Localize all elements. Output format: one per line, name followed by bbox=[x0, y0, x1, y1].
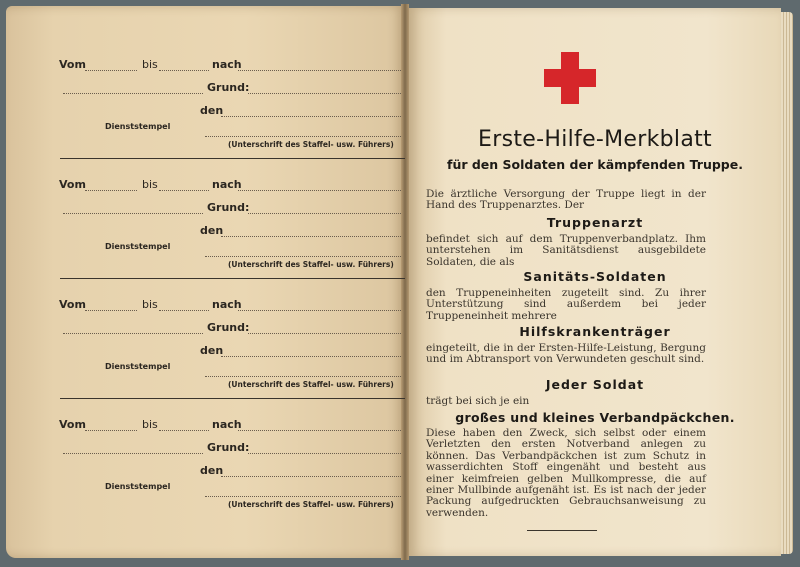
line-2 bbox=[63, 453, 203, 454]
heading-hilfskrankentraeger: Hilfskrankenträger bbox=[519, 324, 671, 339]
den-label: den bbox=[200, 344, 224, 357]
vom-line bbox=[85, 190, 137, 191]
signature-line bbox=[205, 496, 401, 497]
grund-label: Grund: bbox=[207, 321, 250, 334]
signature-line bbox=[205, 376, 401, 377]
dienststempel-label: Dienststempel bbox=[105, 482, 171, 491]
bis-label: bis bbox=[142, 58, 158, 71]
bis-line bbox=[159, 430, 209, 431]
nach-line bbox=[238, 310, 401, 311]
nach-line bbox=[238, 190, 401, 191]
bis-line bbox=[159, 70, 209, 71]
nach-label: nach bbox=[212, 58, 242, 71]
dienststempel-label: Dienststempel bbox=[105, 242, 171, 251]
page-title: Erste-Hilfe-Merkblatt bbox=[478, 127, 712, 152]
entry-separator bbox=[60, 158, 405, 159]
entry-separator bbox=[60, 398, 405, 399]
bis-label: bis bbox=[142, 178, 158, 191]
den-line bbox=[221, 116, 401, 117]
paragraph-3: den Truppeneinheiten zugeteilt sind. Zu ihrer Unterstützung sind außerdem bei jeder Truppeneinheit mehrere bbox=[426, 287, 706, 322]
dienststempel-label: Dienststempel bbox=[105, 122, 171, 131]
bis-label: bis bbox=[142, 298, 158, 311]
den-label: den bbox=[200, 224, 224, 237]
den-label: den bbox=[200, 464, 224, 477]
grund-line bbox=[248, 453, 401, 454]
red-cross-icon bbox=[544, 52, 596, 104]
nach-line bbox=[238, 70, 401, 71]
signature-caption: (Unterschrift des Staffel- usw. Führers) bbox=[228, 500, 394, 509]
nach-label: nach bbox=[212, 178, 242, 191]
paragraph-6: Diese haben den Zweck, sich selbst oder einem Verletzten den ersten Notverband anlegen zu können. Das Verbandpäckchen ist zum Schutz in wasserdichten Stoff eingenäht und besteht aus einer keimfreien gelben Mullkompresse, die auf einer Mullbinde aufgenäht ist. Es ist nach der jeder Packung aufgedruckten Gebrauchsanweisung zu verwenden. bbox=[426, 427, 706, 519]
travel-entry bbox=[55, 172, 405, 288]
dienststempel-label: Dienststempel bbox=[105, 362, 171, 371]
entry-separator bbox=[60, 278, 405, 279]
signature-line bbox=[205, 256, 401, 257]
line-2 bbox=[63, 333, 203, 334]
paragraph-2: befindet sich auf dem Truppenverbandplatz. Ihm unterstehen im Sanitätsdienst ausgebildete Soldaten, die als bbox=[426, 233, 706, 268]
travel-entry bbox=[55, 292, 405, 408]
vom-label: Vom bbox=[59, 58, 86, 71]
den-line bbox=[221, 356, 401, 357]
den-line bbox=[221, 236, 401, 237]
grund-label: Grund: bbox=[207, 201, 250, 214]
grund-label: Grund: bbox=[207, 441, 250, 454]
den-line bbox=[221, 476, 401, 477]
grund-line bbox=[248, 93, 401, 94]
end-rule bbox=[527, 530, 597, 531]
travel-entry bbox=[55, 412, 405, 528]
vom-label: Vom bbox=[59, 418, 86, 431]
paragraph-1: Die ärztliche Versorgung der Truppe liegt in der Hand des Truppenarztes. Der bbox=[426, 188, 706, 212]
signature-line bbox=[205, 136, 401, 137]
bis-line bbox=[159, 310, 209, 311]
heading-jeder-soldat: Jeder Soldat bbox=[545, 377, 645, 392]
line-2 bbox=[63, 93, 203, 94]
heading-sanitaets-soldaten: Sanitäts-Soldaten bbox=[523, 269, 667, 284]
signature-caption: (Unterschrift des Staffel- usw. Führers) bbox=[228, 260, 394, 269]
grund-line bbox=[248, 213, 401, 214]
line-2 bbox=[63, 213, 203, 214]
vom-label: Vom bbox=[59, 178, 86, 191]
nach-label: nach bbox=[212, 298, 242, 311]
nach-line bbox=[238, 430, 401, 431]
vom-line bbox=[85, 430, 137, 431]
bis-line bbox=[159, 190, 209, 191]
bis-label: bis bbox=[142, 418, 158, 431]
signature-caption: (Unterschrift des Staffel- usw. Führers) bbox=[228, 380, 394, 389]
heading-truppenarzt: Truppenarzt bbox=[546, 215, 644, 230]
signature-caption: (Unterschrift des Staffel- usw. Führers) bbox=[228, 140, 394, 149]
travel-entry bbox=[55, 52, 405, 168]
grund-line bbox=[248, 333, 401, 334]
den-label: den bbox=[200, 104, 224, 117]
page-subtitle: für den Soldaten der kämpfenden Truppe. bbox=[447, 157, 743, 172]
vom-line bbox=[85, 310, 137, 311]
nach-label: nach bbox=[212, 418, 242, 431]
grund-label: Grund: bbox=[207, 81, 250, 94]
vom-label: Vom bbox=[59, 298, 86, 311]
heading-verbandpaeckchen: großes und kleines Verbandpäckchen. bbox=[455, 410, 735, 425]
paragraph-4: eingeteilt, die in der Ersten-Hilfe-Leistung, Bergung und im Abtransport von Verwundeten geschult sind. bbox=[426, 342, 706, 366]
vom-line bbox=[85, 70, 137, 71]
paragraph-5: trägt bei sich je ein bbox=[426, 395, 530, 407]
page-edges bbox=[781, 12, 793, 554]
